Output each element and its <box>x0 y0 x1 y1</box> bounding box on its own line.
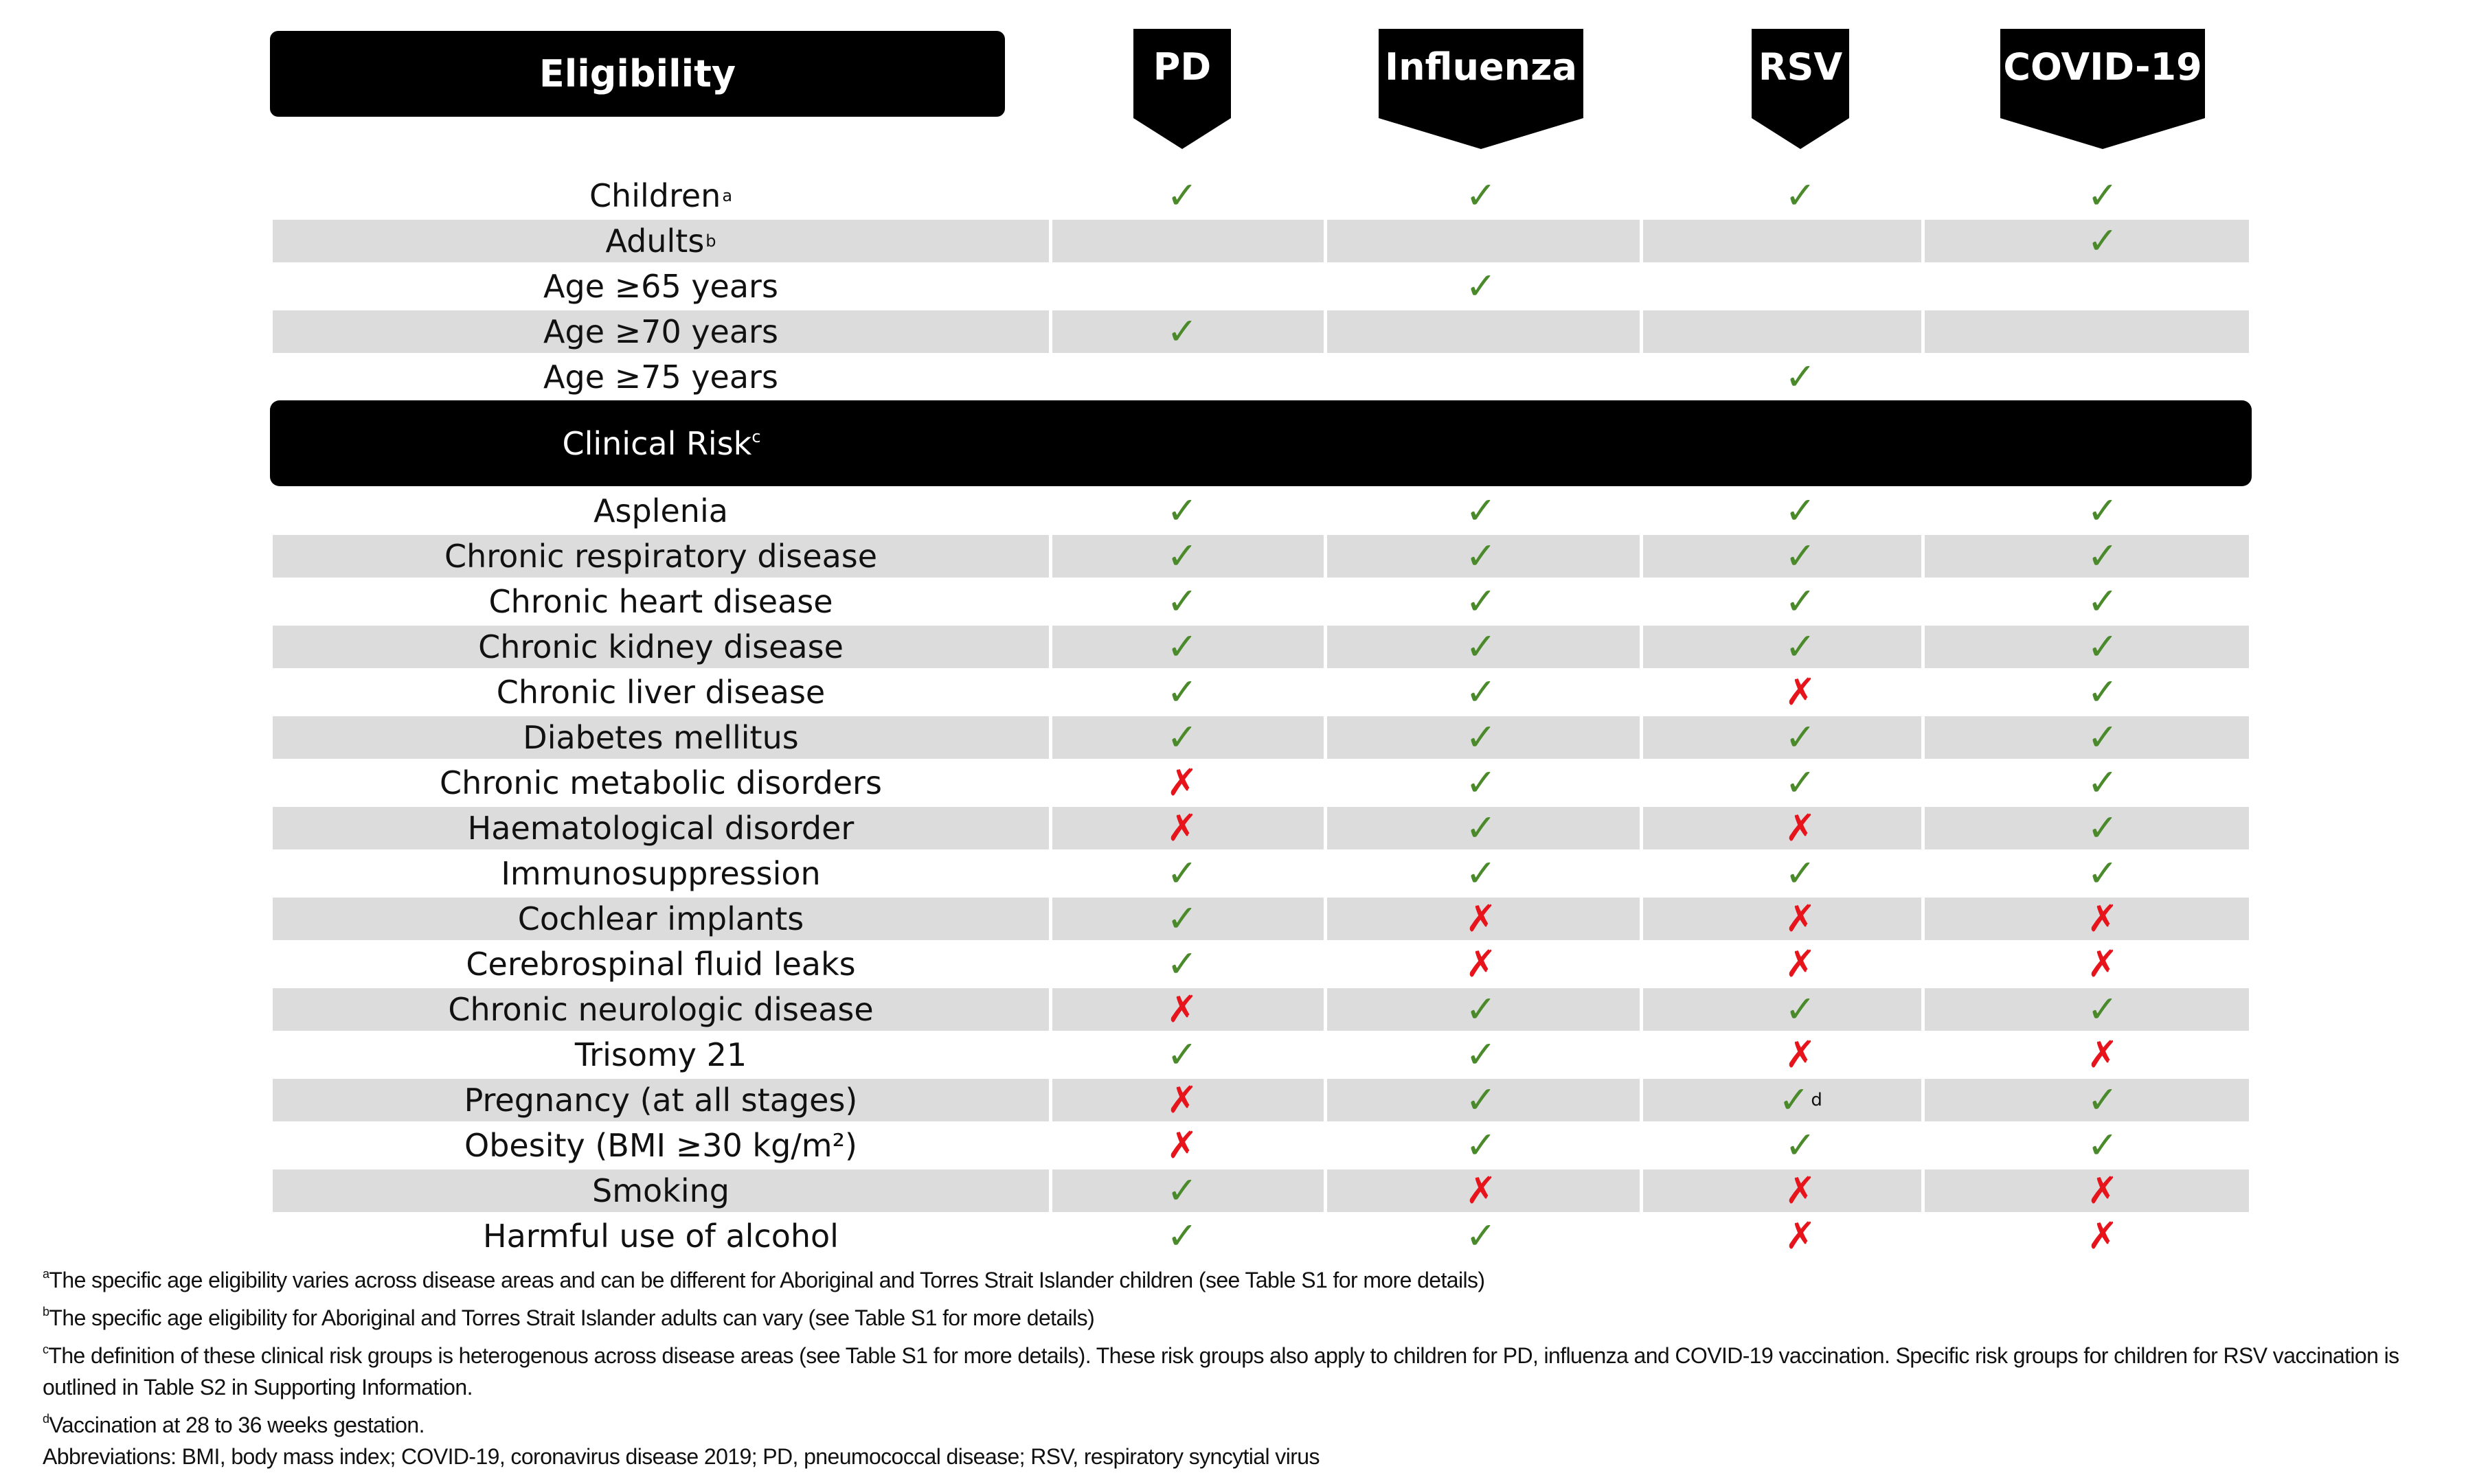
table-row <box>273 220 2249 262</box>
check-icon <box>2034 988 2171 1031</box>
row-label-text: Chronic neurologic disease <box>448 991 874 1028</box>
table-row <box>273 1079 2249 1121</box>
check-icon <box>1732 1079 1869 1121</box>
check-icon <box>2034 762 2171 804</box>
checkmark-glyph: ✓ <box>1465 625 1497 668</box>
check-icon <box>1412 490 1550 532</box>
row-divider <box>1049 898 1052 940</box>
check-icon <box>2034 716 2171 759</box>
footnote-text: Abbreviations: BMI, body mass index; COVID-19, coronavirus disease 2019; PD, pneumococcal disease; RSV, respiratory syncytial virus <box>43 1444 1320 1469</box>
clinical-risk-header <box>270 400 2252 486</box>
checkmark-glyph: ✓ <box>2087 1078 2118 1121</box>
column-label-influenza: Influenza <box>1385 45 1577 89</box>
cross-icon <box>1113 807 1251 849</box>
cross-glyph: ✗ <box>1785 1169 1816 1212</box>
cross-glyph: ✗ <box>1166 1078 1198 1121</box>
row-label-text: Haematological disorder <box>467 810 855 847</box>
cross-icon <box>1732 898 1869 940</box>
checkmark-glyph: ✓ <box>1465 670 1497 714</box>
check-icon <box>1732 535 1869 578</box>
footnote <box>43 1403 2474 1441</box>
row-divider <box>1324 898 1327 940</box>
row-divider <box>1640 988 1643 1031</box>
check-icon <box>1113 1034 1251 1076</box>
check-icon <box>1113 1215 1251 1257</box>
checkmark-glyph: ✓ <box>1465 1078 1497 1121</box>
row-divider <box>1921 310 1925 353</box>
checkmark-glyph: ✓ <box>1778 1078 1810 1121</box>
footnote <box>43 1296 2474 1334</box>
check-icon <box>1113 580 1251 623</box>
table-row <box>273 1034 2249 1076</box>
check-icon <box>1412 988 1550 1031</box>
row-divider <box>1640 1169 1643 1212</box>
check-icon <box>1732 356 1869 398</box>
cross-glyph: ✗ <box>1465 897 1497 940</box>
row-label <box>273 671 1049 714</box>
cross-glyph: ✗ <box>1465 1169 1497 1212</box>
row-label-text: Smoking <box>592 1172 729 1209</box>
footnote <box>43 1441 2474 1472</box>
row-divider <box>1640 716 1643 759</box>
checkmark-glyph: ✓ <box>1166 942 1198 985</box>
eligibility-title: Eligibility <box>539 52 736 95</box>
row-divider <box>1049 988 1052 1031</box>
column-header-rsv <box>1752 29 1849 149</box>
row-divider <box>1324 1079 1327 1121</box>
row-label <box>273 626 1049 668</box>
checkmark-glyph: ✓ <box>1465 1214 1497 1257</box>
checkmark-glyph: ✓ <box>1465 580 1497 623</box>
row-divider <box>1324 310 1327 353</box>
row-label <box>273 943 1049 985</box>
row-divider <box>1921 807 1925 849</box>
cross-glyph: ✗ <box>1166 761 1198 804</box>
check-icon <box>1113 943 1251 985</box>
check-icon <box>1113 716 1251 759</box>
row-divider <box>1921 220 1925 262</box>
check-icon <box>1732 626 1869 668</box>
cross-icon <box>1412 898 1550 940</box>
row-label <box>273 1124 1049 1167</box>
clinical-risk-title: Clinical Risk <box>562 424 752 462</box>
check-icon <box>2034 220 2171 262</box>
cross-icon <box>1113 1079 1251 1121</box>
cross-icon <box>2034 943 2171 985</box>
cross-icon <box>1113 762 1251 804</box>
row-divider <box>1324 626 1327 668</box>
checkmark-glyph: ✓ <box>2087 670 2118 714</box>
row-label-text: Diabetes mellitus <box>523 719 799 756</box>
checkmark-glyph: ✓ <box>1785 625 1816 668</box>
check-icon <box>1412 716 1550 759</box>
cross-glyph: ✗ <box>1785 670 1816 714</box>
checkmark-glyph: ✓ <box>1785 852 1816 895</box>
cross-icon <box>1732 671 1869 714</box>
footnote <box>43 1258 2474 1296</box>
row-label-superscript: a <box>722 186 733 205</box>
eligibility-header <box>270 31 1005 117</box>
cross-glyph: ✗ <box>1166 806 1198 849</box>
check-icon <box>1113 671 1251 714</box>
cross-glyph: ✗ <box>1166 1123 1198 1167</box>
row-divider <box>1640 898 1643 940</box>
check-icon <box>1412 1079 1550 1121</box>
check-icon <box>1412 807 1550 849</box>
row-label-text: Immunosuppression <box>501 855 821 892</box>
row-label-text: Chronic respiratory disease <box>444 538 878 575</box>
row-label <box>273 716 1049 759</box>
checkmark-glyph: ✓ <box>2087 806 2118 849</box>
table-row <box>273 310 2249 353</box>
checkmark-glyph: ✓ <box>1166 670 1198 714</box>
footnote-marker: d <box>43 1412 49 1426</box>
row-divider <box>1640 626 1643 668</box>
cross-icon <box>1732 943 1869 985</box>
row-divider <box>1049 1079 1052 1121</box>
row-label-text: Age ≥70 years <box>543 313 778 350</box>
check-icon <box>2034 535 2171 578</box>
table-row <box>273 265 2249 308</box>
cross-glyph: ✗ <box>1785 1214 1816 1257</box>
check-icon <box>1732 988 1869 1031</box>
check-icon <box>1113 535 1251 578</box>
row-divider <box>1049 310 1052 353</box>
check-icon <box>1113 490 1251 532</box>
cross-glyph: ✗ <box>2087 1169 2118 1212</box>
row-divider <box>1640 220 1643 262</box>
check-icon <box>1412 1124 1550 1167</box>
cross-glyph: ✗ <box>1785 1033 1816 1076</box>
check-icon <box>1113 1169 1251 1212</box>
row-divider <box>1049 807 1052 849</box>
checkmark-glyph: ✓ <box>1166 580 1198 623</box>
checkmark-glyph: ✓ <box>1785 761 1816 804</box>
footnote-d-marker: d <box>1811 1090 1822 1110</box>
check-icon <box>1412 580 1550 623</box>
row-divider <box>1324 807 1327 849</box>
row-label <box>273 535 1049 578</box>
cross-glyph: ✗ <box>1785 942 1816 985</box>
checkmark-glyph: ✓ <box>1166 310 1198 353</box>
check-icon <box>1732 852 1869 895</box>
row-label <box>273 852 1049 895</box>
check-icon <box>1732 762 1869 804</box>
row-divider <box>1921 535 1925 578</box>
cross-glyph: ✗ <box>2087 1214 2118 1257</box>
check-icon <box>1732 1124 1869 1167</box>
cross-glyph: ✗ <box>1166 988 1198 1031</box>
checkmark-glyph: ✓ <box>1785 716 1816 759</box>
checkmark-glyph: ✓ <box>1785 1123 1816 1167</box>
row-divider <box>1049 535 1052 578</box>
table-row <box>273 535 2249 578</box>
column-label-pd: PD <box>1153 45 1212 89</box>
row-label <box>273 988 1049 1031</box>
check-icon <box>1732 174 1869 217</box>
checkmark-glyph: ✓ <box>1465 1033 1497 1076</box>
table-row <box>273 174 2249 217</box>
checkmark-glyph: ✓ <box>1166 1169 1198 1212</box>
checkmark-glyph: ✓ <box>2087 1123 2118 1167</box>
checkmark-glyph: ✓ <box>2087 174 2118 217</box>
checkmark-glyph: ✓ <box>1166 1214 1198 1257</box>
row-divider <box>1640 1079 1643 1121</box>
checkmark-glyph: ✓ <box>1465 761 1497 804</box>
check-icon <box>2034 671 2171 714</box>
row-label <box>273 356 1049 398</box>
cross-icon <box>2034 1169 2171 1212</box>
footnote <box>43 1334 2474 1403</box>
row-label <box>273 310 1049 353</box>
column-label-rsv: RSV <box>1758 45 1843 89</box>
checkmark-glyph: ✓ <box>1785 988 1816 1031</box>
check-icon <box>1412 535 1550 578</box>
row-label <box>273 220 1049 262</box>
footnote-text: Vaccination at 28 to 36 weeks gestation. <box>49 1413 425 1437</box>
row-divider <box>1921 988 1925 1031</box>
check-icon <box>2034 852 2171 895</box>
checkmark-glyph: ✓ <box>1166 897 1198 940</box>
checkmark-glyph: ✓ <box>1465 716 1497 759</box>
footnotes <box>43 1258 2474 1472</box>
table-row <box>273 356 2249 398</box>
row-label-superscript: b <box>705 231 716 251</box>
check-icon <box>2034 626 2171 668</box>
footnote-text: The definition of these clinical risk groups is heterogenous across disease areas (see Table S1 for more details). These risk groups also apply to children for PD, influenza and COVID-19 vaccination. Specific risk groups for children for RSV vaccination is outlined in Table S2 in Supporting Information. <box>43 1343 2399 1400</box>
checkmark-glyph: ✓ <box>1166 852 1198 895</box>
check-icon <box>1113 852 1251 895</box>
row-divider <box>1640 535 1643 578</box>
check-icon <box>1113 898 1251 940</box>
row-label <box>273 762 1049 804</box>
check-icon <box>1412 1034 1550 1076</box>
cross-icon <box>1732 807 1869 849</box>
table-row <box>273 762 2249 804</box>
row-divider <box>1049 716 1052 759</box>
check-icon <box>1412 265 1550 308</box>
row-label-text: Chronic heart disease <box>488 583 833 620</box>
row-label <box>273 265 1049 308</box>
table-row <box>273 852 2249 895</box>
row-label-text: Age ≥75 years <box>543 358 778 396</box>
check-icon <box>2034 807 2171 849</box>
table-row <box>273 1124 2249 1167</box>
check-icon <box>1412 671 1550 714</box>
check-icon <box>1732 490 1869 532</box>
cross-icon <box>1412 1169 1550 1212</box>
row-label <box>273 1079 1049 1121</box>
row-divider <box>1640 807 1643 849</box>
checkmark-glyph: ✓ <box>1166 716 1198 759</box>
row-divider <box>1921 626 1925 668</box>
table-row <box>273 580 2249 623</box>
cross-glyph: ✗ <box>2087 897 2118 940</box>
table-row <box>273 898 2249 940</box>
check-icon <box>1732 580 1869 623</box>
checkmark-glyph: ✓ <box>1166 1033 1198 1076</box>
row-divider <box>1640 310 1643 353</box>
row-label <box>273 580 1049 623</box>
table-row <box>273 943 2249 985</box>
row-label-text: Trisomy 21 <box>574 1036 747 1073</box>
checkmark-glyph: ✓ <box>1785 174 1816 217</box>
checkmark-glyph: ✓ <box>2087 489 2118 532</box>
checkmark-glyph: ✓ <box>2087 988 2118 1031</box>
checkmark-glyph: ✓ <box>1785 489 1816 532</box>
row-divider <box>1921 716 1925 759</box>
footnote-marker: a <box>43 1267 49 1281</box>
row-label-text: Pregnancy (at all stages) <box>464 1082 858 1119</box>
check-icon <box>1412 626 1550 668</box>
row-divider <box>1324 988 1327 1031</box>
cross-glyph: ✗ <box>1785 897 1816 940</box>
check-icon <box>1412 762 1550 804</box>
checkmark-glyph: ✓ <box>1166 534 1198 578</box>
checkmark-glyph: ✓ <box>2087 716 2118 759</box>
checkmark-glyph: ✓ <box>2087 534 2118 578</box>
row-divider <box>1921 898 1925 940</box>
check-icon <box>1412 1215 1550 1257</box>
footnote-marker: b <box>43 1305 49 1319</box>
checkmark-glyph: ✓ <box>1785 355 1816 398</box>
check-icon <box>1113 174 1251 217</box>
checkmark-glyph: ✓ <box>2087 580 2118 623</box>
check-icon <box>2034 580 2171 623</box>
check-icon <box>1412 174 1550 217</box>
checkmark-glyph: ✓ <box>1785 534 1816 578</box>
cross-icon <box>2034 1034 2171 1076</box>
row-label <box>273 174 1049 217</box>
checkmark-glyph: ✓ <box>1465 489 1497 532</box>
check-icon <box>2034 1079 2171 1121</box>
cross-icon <box>1412 943 1550 985</box>
cross-glyph: ✗ <box>2087 942 2118 985</box>
row-divider <box>1921 1079 1925 1121</box>
row-divider <box>1324 220 1327 262</box>
table-row <box>273 988 2249 1031</box>
table-row <box>273 490 2249 532</box>
row-label-text: Obesity (BMI ≥30 kg/m²) <box>464 1127 857 1164</box>
column-header-covid <box>2000 29 2205 149</box>
row-divider <box>1049 626 1052 668</box>
check-icon <box>1113 626 1251 668</box>
row-divider <box>1324 535 1327 578</box>
column-header-pd <box>1133 29 1231 149</box>
cross-icon <box>1732 1034 1869 1076</box>
cross-glyph: ✗ <box>1785 806 1816 849</box>
row-label <box>273 807 1049 849</box>
check-icon <box>1412 852 1550 895</box>
checkmark-glyph: ✓ <box>1465 534 1497 578</box>
table-row <box>273 626 2249 668</box>
row-label-text: Cerebrospinal fluid leaks <box>466 946 856 983</box>
row-divider <box>1921 1169 1925 1212</box>
check-icon <box>1732 716 1869 759</box>
checkmark-glyph: ✓ <box>1166 174 1198 217</box>
check-icon <box>2034 1124 2171 1167</box>
check-icon <box>1113 310 1251 353</box>
row-label-text: Cochlear implants <box>517 900 804 937</box>
row-label-text: Harmful use of alcohol <box>483 1218 839 1255</box>
checkmark-glyph: ✓ <box>1465 1123 1497 1167</box>
row-label-text: Asplenia <box>593 492 728 529</box>
checkmark-glyph: ✓ <box>2087 852 2118 895</box>
row-label <box>273 1034 1049 1076</box>
checkmark-glyph: ✓ <box>1465 988 1497 1031</box>
footnote-text: The specific age eligibility varies across disease areas and can be different for Aboriginal and Torres Strait Islander children (see Table S1 for more details) <box>49 1268 1485 1292</box>
cross-glyph: ✗ <box>2087 1033 2118 1076</box>
checkmark-glyph: ✓ <box>1465 174 1497 217</box>
checkmark-glyph: ✓ <box>1166 489 1198 532</box>
column-header-influenza <box>1379 29 1583 149</box>
row-label <box>273 898 1049 940</box>
footnote-text: The specific age eligibility for Aboriginal and Torres Strait Islander adults can vary (see Table S1 for more details) <box>49 1305 1095 1330</box>
footnote-marker: c <box>43 1343 49 1356</box>
cross-icon <box>1113 1124 1251 1167</box>
row-label-text: Age ≥65 years <box>543 268 778 305</box>
cross-icon <box>1732 1169 1869 1212</box>
checkmark-glyph: ✓ <box>1465 806 1497 849</box>
table-row <box>273 716 2249 759</box>
checkmark-glyph: ✓ <box>2087 625 2118 668</box>
checkmark-glyph: ✓ <box>2087 219 2118 262</box>
row-label <box>273 1215 1049 1257</box>
row-label-text: Chronic kidney disease <box>478 628 844 665</box>
cross-icon <box>1732 1215 1869 1257</box>
check-icon <box>2034 174 2171 217</box>
row-label-text: Chronic metabolic disorders <box>440 764 882 801</box>
row-divider <box>1049 220 1052 262</box>
checkmark-glyph: ✓ <box>1785 580 1816 623</box>
checkmark-glyph: ✓ <box>1465 264 1497 308</box>
checkmark-glyph: ✓ <box>1166 625 1198 668</box>
checkmark-glyph: ✓ <box>1465 852 1497 895</box>
column-label-covid: COVID-19 <box>2003 45 2202 89</box>
row-label-text: Adults <box>605 222 705 260</box>
row-divider <box>1049 1169 1052 1212</box>
cross-icon <box>1113 988 1251 1031</box>
row-label <box>273 490 1049 532</box>
cross-glyph: ✗ <box>1465 942 1497 985</box>
checkmark-glyph: ✓ <box>2087 761 2118 804</box>
row-label <box>273 1169 1049 1212</box>
check-icon <box>2034 490 2171 532</box>
row-label-text: Children <box>589 177 721 214</box>
row-label-text: Chronic liver disease <box>496 674 826 711</box>
cross-icon <box>2034 898 2171 940</box>
row-divider <box>1324 716 1327 759</box>
table-row <box>273 1169 2249 1212</box>
cross-icon <box>2034 1215 2171 1257</box>
row-divider <box>1324 1169 1327 1212</box>
table-row <box>273 807 2249 849</box>
table-row <box>273 671 2249 714</box>
table-row <box>273 1215 2249 1257</box>
clinical-risk-sup: c <box>751 426 761 446</box>
